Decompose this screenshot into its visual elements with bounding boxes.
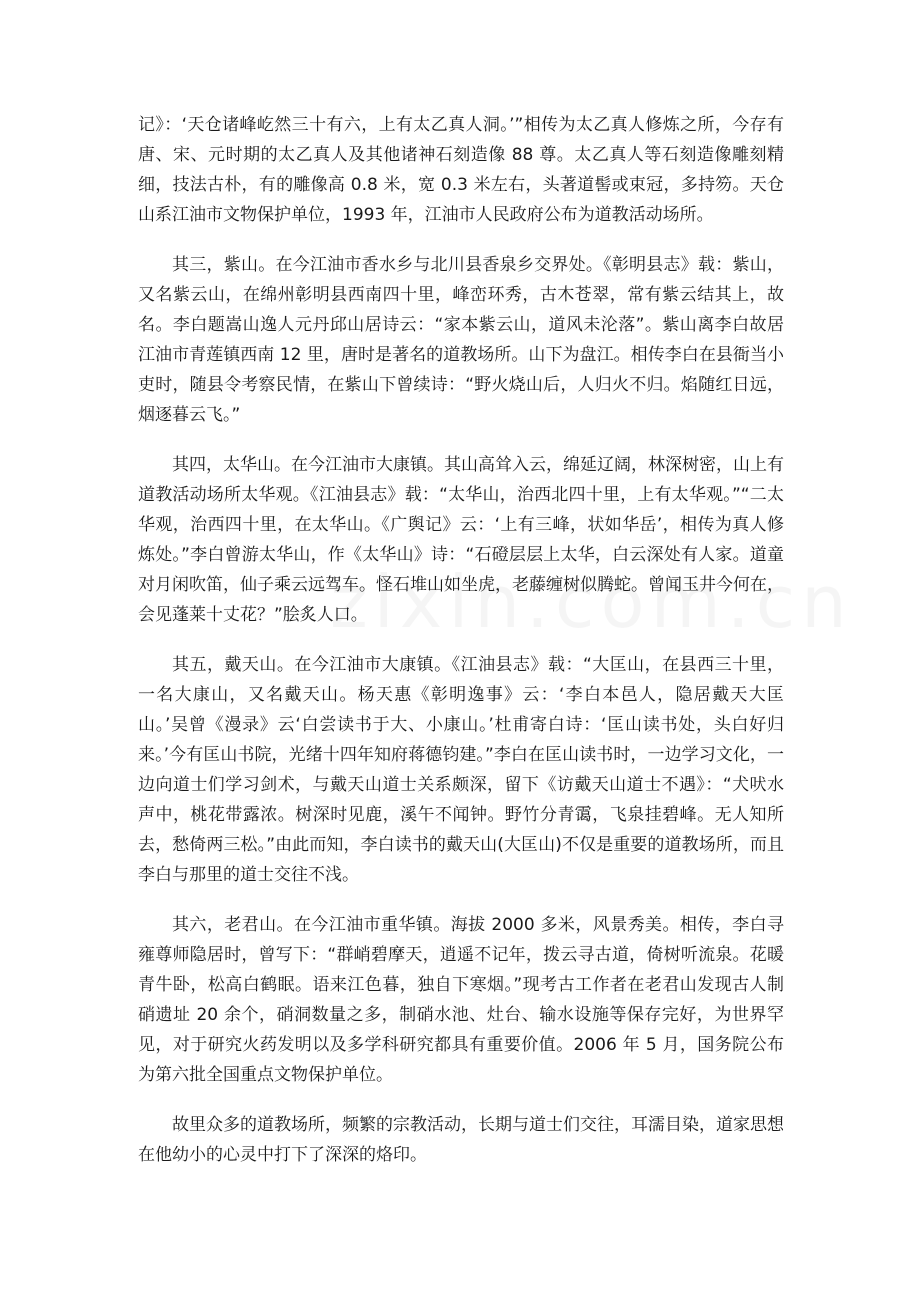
document-body <box>138 110 784 1190</box>
paragraph-laojunshan: 其六，老君山。在今江油市重华镇。海拔 2000 多米，风景秀美。相传，李白寻雍尊师隐居时，曾写下：“群峭碧摩天，逍遥不记年，拨云寻古道，倚树听流泉。花暖青牛卧，松高白鹤眠。语来江色暮，独自下寒烟。”现考古工作者在老君山发现古人制硝遗址 20 余个，硝洞数量之多，制硝水池、灶台、输水设施等保存完好，为世界罕见，对于研究火药发明以及多学科研究都具有重要价值。2006 年 5 月，国务院公布为第六批全国重点文物保护单位。 <box>138 915 784 1085</box>
paragraph-taihuashan: 其四，太华山。在今江油市大康镇。其山高耸入云，绵延辽阔，林深树密，山上有道教活动场所太华观。《江油县志》载：“太华山，治西北四十里，上有太华观。”“二太华观，治西四十里，在太华山。《广舆记》云：‘上有三峰，状如华岳’，相传为真人修炼处。”李白曾游太华山，作《太华山》诗：“石磴层层上太华，白云深处有人家。道童对月闲吹笛，仙子乘云远驾车。怪石堆山如坐虎，老藤缠树似腾蛇。曾闻玉井今何在，会见蓬莱十丈花？”脍炙人口。 <box>138 455 784 625</box>
paragraph-continuation: 记》：‘天仓诸峰屹然三十有六，上有太乙真人洞。’”相传为太乙真人修炼之所，今存有唐、宋、元时期的太乙真人及其他诸神石刻造像 88 尊。太乙真人等石刻造像雕刻精细，技法古朴，有的雕像高 0.8 米，宽 0.3 米左右，头著道髻或束冠，多持笏。天仓山系江油市文物保护单位，1993 年，江油市人民政府公布为道教活动场所。 <box>138 115 784 225</box>
paragraph-zishan: 其三，紫山。在今江油市香水乡与北川县香泉乡交界处。《彰明县志》载：紫山，又名紫云山，在绵州彰明县西南四十里，峰峦环秀，古木苍翠，常有紫云结其上，故名。李白题嵩山逸人元丹邱山居诗云：“家本紫云山，道风未沦落”。紫山离李白故居江油市青莲镇西南 12 里，唐时是著名的道教场所。山下为盘江。相传李白在县衙当小吏时，随县令考察民情，在紫山下曾续诗：“野火烧山后，人归火不归。焰随红日远，烟逐暮云飞。” <box>138 255 784 425</box>
paragraph-daitianshan: 其五，戴天山。在今江油市大康镇。《江油县志》载：“大匡山，在县西三十里，一名大康山，又名戴天山。杨天惠《彰明逸事》云：‘李白本邑人，隐居戴天大匡山。’吴曾《漫录》云‘白尝读书于大、小康山。’杜甫寄白诗：‘匡山读书处，头白好归来。’今有匡山书院，光绪十四年知府蒋德钧建。”李白在匡山读书时，一边学习文化，一边向道士们学习剑术，与戴天山道士关系颇深，留下《访戴天山道士不遇》：“犬吠水声中，桃花带露浓。树深时见鹿，溪午不闻钟。野竹分青霭，飞泉挂碧峰。无人知所去，愁倚两三松。”由此而知，李白读书的戴天山(大匡山)不仅是重要的道教场所，而且李白与那里的道士交往不浅。 <box>138 655 784 885</box>
paragraph-conclusion: 故里众多的道教场所，频繁的宗教活动，长期与道士们交往，耳濡目染，道家思想在他幼小的心灵中打下了深深的烙印。 <box>138 1115 784 1165</box>
